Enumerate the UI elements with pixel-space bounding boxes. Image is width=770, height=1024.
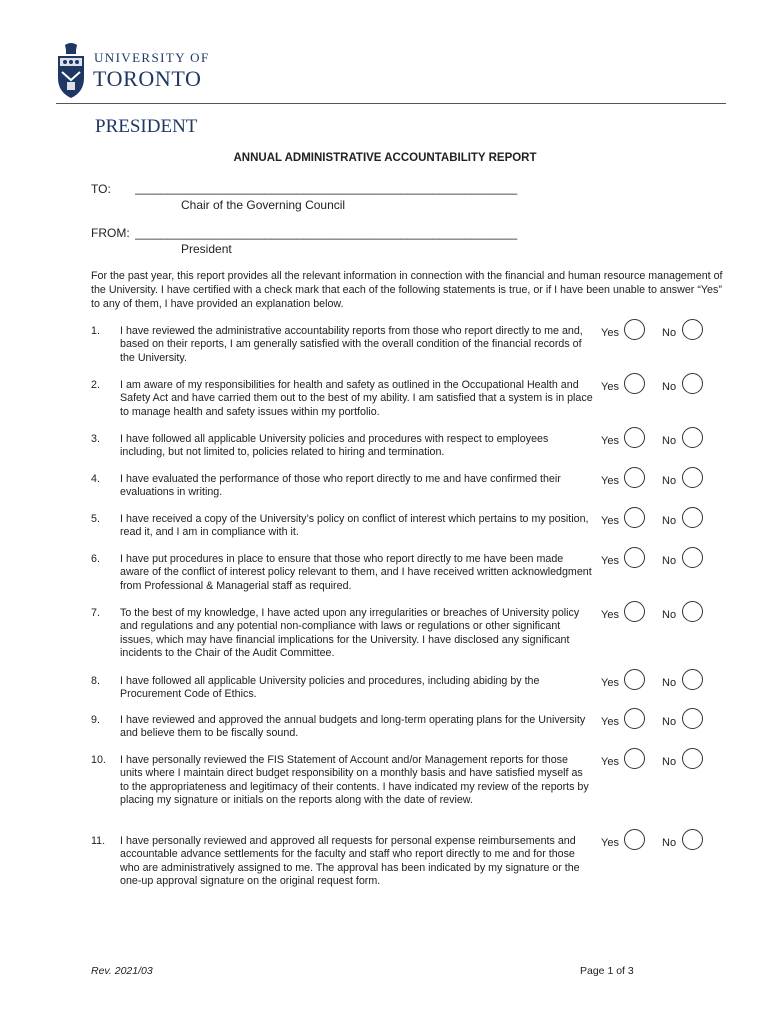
item-text: I have followed all applicable University policies and procedures with respect to employees including, but not limited to, policies related to hiring and termination.	[120, 433, 549, 459]
item-number: 10.	[91, 754, 106, 766]
item-number: 2.	[91, 379, 100, 391]
yes-label: Yes	[601, 837, 619, 849]
item-number: 6.	[91, 553, 100, 565]
no-label: No	[662, 677, 677, 689]
item-number: 3.	[91, 433, 100, 445]
no-label: No	[662, 609, 677, 621]
no-radio[interactable]	[682, 319, 703, 340]
yes-radio[interactable]	[624, 427, 645, 448]
yes-label: Yes	[601, 515, 619, 527]
no-label: No	[662, 837, 677, 849]
item-text: I have personally reviewed the FIS Statement of Account and/or Management reports for those units where I maintain direct budget responsibility on a monthly basis and have satisfied myself as to the appropriateness and legitimacy of their contents. I have indicated my review of the reports by placing my signature or initials on the reports along with the date of review.	[120, 754, 589, 807]
from-caption: President	[181, 242, 232, 256]
intro-paragraph: For the past year, this report provides all the relevant information in connection with the financial and human resource management of the University. I have certified with a check mark that each of the following statements is true, or if I have been unable to answer “Yes” to any of them, I have provided an explanation below.	[91, 270, 723, 310]
no-label: No	[662, 716, 677, 728]
item-number: 1.	[91, 325, 100, 337]
item-text: I have reviewed the administrative accountability reports from those who report directly to me and, based on their reports, I am generally satisfied with the overall condition of the financial records of the University.	[120, 325, 583, 364]
yes-radio[interactable]	[624, 669, 645, 690]
yes-radio[interactable]	[624, 319, 645, 340]
logo-university-of: UNIVERSITY OF	[94, 50, 210, 65]
yes-label: Yes	[601, 327, 619, 339]
item-number: 11.	[91, 835, 106, 847]
to-signature-line[interactable]: ___________________________________________________________	[135, 181, 517, 195]
yes-label: Yes	[601, 475, 619, 487]
item-number: 5.	[91, 513, 100, 525]
item-text: I have received a copy of the University’s policy on conflict of interest which pertains to my position, read it, and I am in compliance with it.	[120, 513, 589, 539]
yes-radio[interactable]	[624, 547, 645, 568]
item-number: 8.	[91, 675, 100, 687]
yes-label: Yes	[601, 555, 619, 567]
revision-label: Rev. 2021/03	[91, 965, 153, 977]
no-label: No	[662, 515, 677, 527]
yes-label: Yes	[601, 435, 619, 447]
yes-radio[interactable]	[624, 467, 645, 488]
item-text: I am aware of my responsibilities for health and safety as outlined in the Occupational Health and Safety Act and have carried them out to the best of my ability. I am satisfied that a system is in place to manage health and safety issues within my portfolio.	[120, 379, 593, 418]
yes-radio[interactable]	[624, 708, 645, 729]
no-radio[interactable]	[682, 467, 703, 488]
crest-icon	[56, 42, 86, 100]
to-caption: Chair of the Governing Council	[181, 198, 346, 212]
yes-radio[interactable]	[624, 601, 645, 622]
item-text: I have followed all applicable University policies and procedures, including abiding by the Procurement Code of Ethics.	[120, 675, 540, 701]
report-title: ANNUAL ADMINISTRATIVE ACCOUNTABILITY REPORT	[233, 152, 537, 164]
yes-radio[interactable]	[624, 829, 645, 850]
item-text: I have personally reviewed and approved all requests for personal expense reimbursements and accountable advance settlements for the faculty and staff who report directly to me and for those who are administratively assigned to me. The approval has been indicated by my signature or the one-up approval signature on the original request form.	[120, 835, 580, 888]
yes-label: Yes	[601, 609, 619, 621]
item-text: I have reviewed and approved the annual budgets and long-term operating plans for the University and believe them to be fiscally sound.	[120, 714, 586, 740]
no-label: No	[662, 327, 677, 339]
no-label: No	[662, 475, 677, 487]
page-number: Page 1 of 3	[580, 965, 634, 977]
item-number: 7.	[91, 607, 100, 619]
yes-label: Yes	[601, 756, 619, 768]
item-text: To the best of my knowledge, I have acted upon any irregularities or breaches of University policy and regulations and any potential non-compliance with laws or regulations or other significant issues, which may have financial implications for the University. I have disclosed any significant incidents to the Chair of the Audit Committee.	[120, 607, 580, 660]
logo-toronto: TORONTO	[93, 66, 202, 91]
yes-label: Yes	[601, 381, 619, 393]
from-label: FROM:	[91, 226, 130, 240]
no-radio[interactable]	[682, 708, 703, 729]
university-logo	[56, 42, 226, 100]
no-radio[interactable]	[682, 601, 703, 622]
no-label: No	[662, 435, 677, 447]
item-number: 4.	[91, 473, 100, 485]
no-radio[interactable]	[682, 373, 703, 394]
to-label: TO:	[91, 182, 111, 196]
no-radio[interactable]	[682, 748, 703, 769]
no-label: No	[662, 756, 677, 768]
header-divider	[56, 103, 726, 104]
no-radio[interactable]	[682, 829, 703, 850]
office-title: PRESIDENT	[95, 116, 198, 137]
no-radio[interactable]	[682, 507, 703, 528]
no-radio[interactable]	[682, 547, 703, 568]
yes-radio[interactable]	[624, 507, 645, 528]
no-label: No	[662, 381, 677, 393]
from-signature-line[interactable]: ___________________________________________________________	[135, 226, 517, 240]
yes-label: Yes	[601, 716, 619, 728]
yes-label: Yes	[601, 677, 619, 689]
yes-radio[interactable]	[624, 373, 645, 394]
no-radio[interactable]	[682, 427, 703, 448]
item-text: I have put procedures in place to ensure that those who report directly to me have been made aware of the conflict of interest policy relevant to them, and I have received written acknowledgment from Professional & Managerial staff as required.	[120, 553, 592, 592]
no-radio[interactable]	[682, 669, 703, 690]
yes-radio[interactable]	[624, 748, 645, 769]
no-label: No	[662, 555, 677, 567]
item-number: 9.	[91, 714, 100, 726]
item-text: I have evaluated the performance of those who report directly to me and have confirmed their evaluations in writing.	[120, 473, 561, 499]
